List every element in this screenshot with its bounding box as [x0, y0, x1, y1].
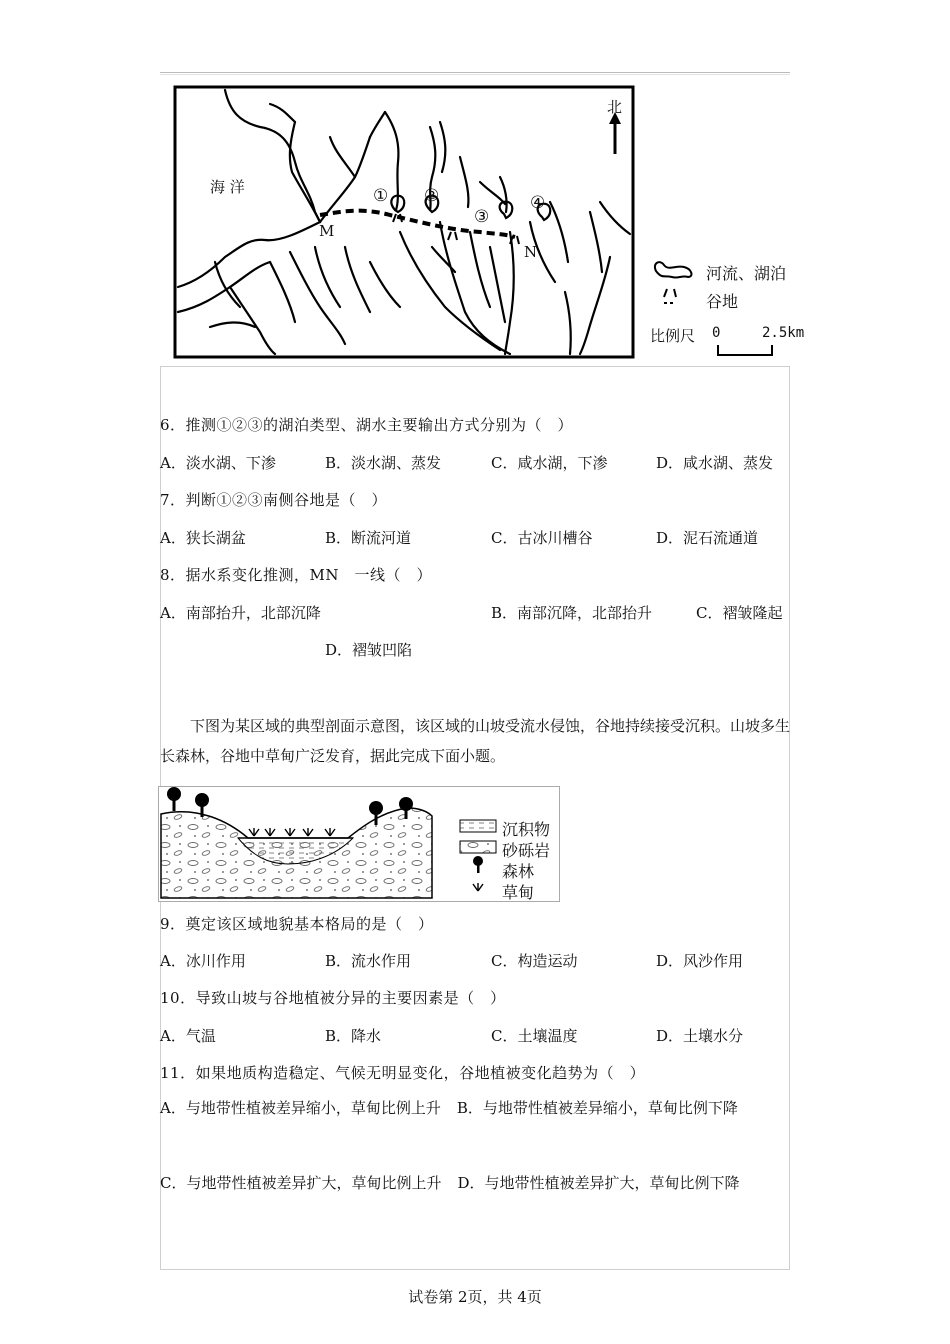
- q10-stem: 10．导致山坡与谷地植被分异的主要因素是（ ）: [160, 989, 506, 1007]
- q7-option-d[interactable]: D．泥石流通道: [656, 529, 759, 547]
- lake-2-label: ②: [424, 186, 440, 206]
- q11-option-b[interactable]: B．与地带性植被差异缩小，草甸比例下降: [456, 1099, 738, 1117]
- legend-forest: 森林: [502, 862, 535, 881]
- north-label: 北: [607, 98, 623, 116]
- q8-option-d[interactable]: D．褶皱凹陷: [325, 641, 413, 659]
- q11-options-row-2: [160, 1168, 790, 1198]
- q11-option-c[interactable]: C．与地带性植被差异扩大，草甸比例上升: [160, 1174, 442, 1192]
- q6-stem: 6．推测①②③的湖泊类型、湖水主要输出方式分别为（ ）: [160, 416, 574, 434]
- q7-option-b[interactable]: B．断流河道: [325, 529, 412, 547]
- q11-option-a[interactable]: A．与地带性植被差异缩小，草甸比例上升: [160, 1099, 441, 1117]
- q9-option-c[interactable]: C．构造运动: [491, 952, 578, 970]
- q8-option-b[interactable]: B．南部沉降，北部抬升: [491, 604, 653, 622]
- scale-value: 2.5km: [762, 325, 805, 341]
- q10-option-c[interactable]: C．土壤温度: [491, 1027, 578, 1045]
- q11-stem: 11．如果地质构造稳定、气候无明显变化，谷地植被变化趋势为（ ）: [160, 1064, 646, 1082]
- scale-label: 比例尺: [650, 327, 696, 345]
- q9-option-a[interactable]: A．冰川作用: [160, 952, 246, 970]
- legend-river-lake: 河流、湖泊: [706, 264, 787, 283]
- profile-intro: 下图为某区域的典型剖面示意图，该区域的山坡受流水侵蚀，谷地持续接受沉积。山坡多生长森林，谷地中草甸广泛发育，据此完成下面小题。: [160, 717, 791, 765]
- map-legend: [650, 255, 830, 355]
- q6-option-d[interactable]: D．咸水湖、蒸发: [656, 454, 774, 472]
- legend-meadow: 草甸: [502, 883, 535, 902]
- q9-stem: 9．奠定该区域地貌基本格局的是（ ）: [160, 915, 434, 933]
- profile-diagram: [158, 786, 560, 902]
- point-n-label: N: [524, 243, 538, 261]
- lake-4-label: ④: [530, 193, 546, 213]
- q10-option-b[interactable]: B．降水: [325, 1027, 382, 1045]
- q8-option-a[interactable]: A．南部抬升，北部沉降: [160, 604, 321, 622]
- q8-stem: 8．据水系变化推测，MN 一线（ ）: [160, 566, 433, 584]
- page-footer: 试卷第 2页，共 4页: [408, 1288, 542, 1306]
- q6-option-a[interactable]: A．淡水湖、下渗: [160, 454, 276, 472]
- point-m-label: M: [319, 222, 335, 240]
- q7-option-c[interactable]: C．古冰川槽谷: [491, 529, 593, 547]
- header-rule: [160, 72, 790, 73]
- q6-option-b[interactable]: B．淡水湖、蒸发: [325, 454, 442, 472]
- q9-option-d[interactable]: D．风沙作用: [656, 952, 744, 970]
- q7-option-a[interactable]: A．狭长湖盆: [160, 529, 246, 547]
- legend-symbols: [650, 255, 700, 315]
- q6-option-c[interactable]: C．咸水湖，下渗: [491, 454, 608, 472]
- q9-option-b[interactable]: B．流水作用: [325, 952, 412, 970]
- drainage-map: [170, 82, 640, 362]
- scale-zero: 0: [712, 325, 721, 341]
- legend-sediment: 沉积物: [502, 820, 551, 839]
- legend-conglomerate: 砂砾岩: [502, 841, 551, 860]
- lake-3-label: ③: [474, 207, 490, 227]
- q8-option-c[interactable]: C．褶皱隆起: [696, 604, 783, 622]
- lake-1-label: ①: [373, 186, 389, 206]
- q11-options-row-1: [160, 1093, 790, 1123]
- q11-option-d[interactable]: D．与地带性植被差异扩大，草甸比例下降: [457, 1174, 740, 1192]
- legend-valley: 谷地: [706, 292, 739, 311]
- q10-option-d[interactable]: D．土壤水分: [656, 1027, 744, 1045]
- sea-label: 海 洋: [210, 178, 245, 196]
- scale-bar: [716, 345, 776, 357]
- q7-stem: 7．判断①②③南侧谷地是（ ）: [160, 491, 388, 509]
- q10-option-a[interactable]: A．气温: [160, 1027, 216, 1045]
